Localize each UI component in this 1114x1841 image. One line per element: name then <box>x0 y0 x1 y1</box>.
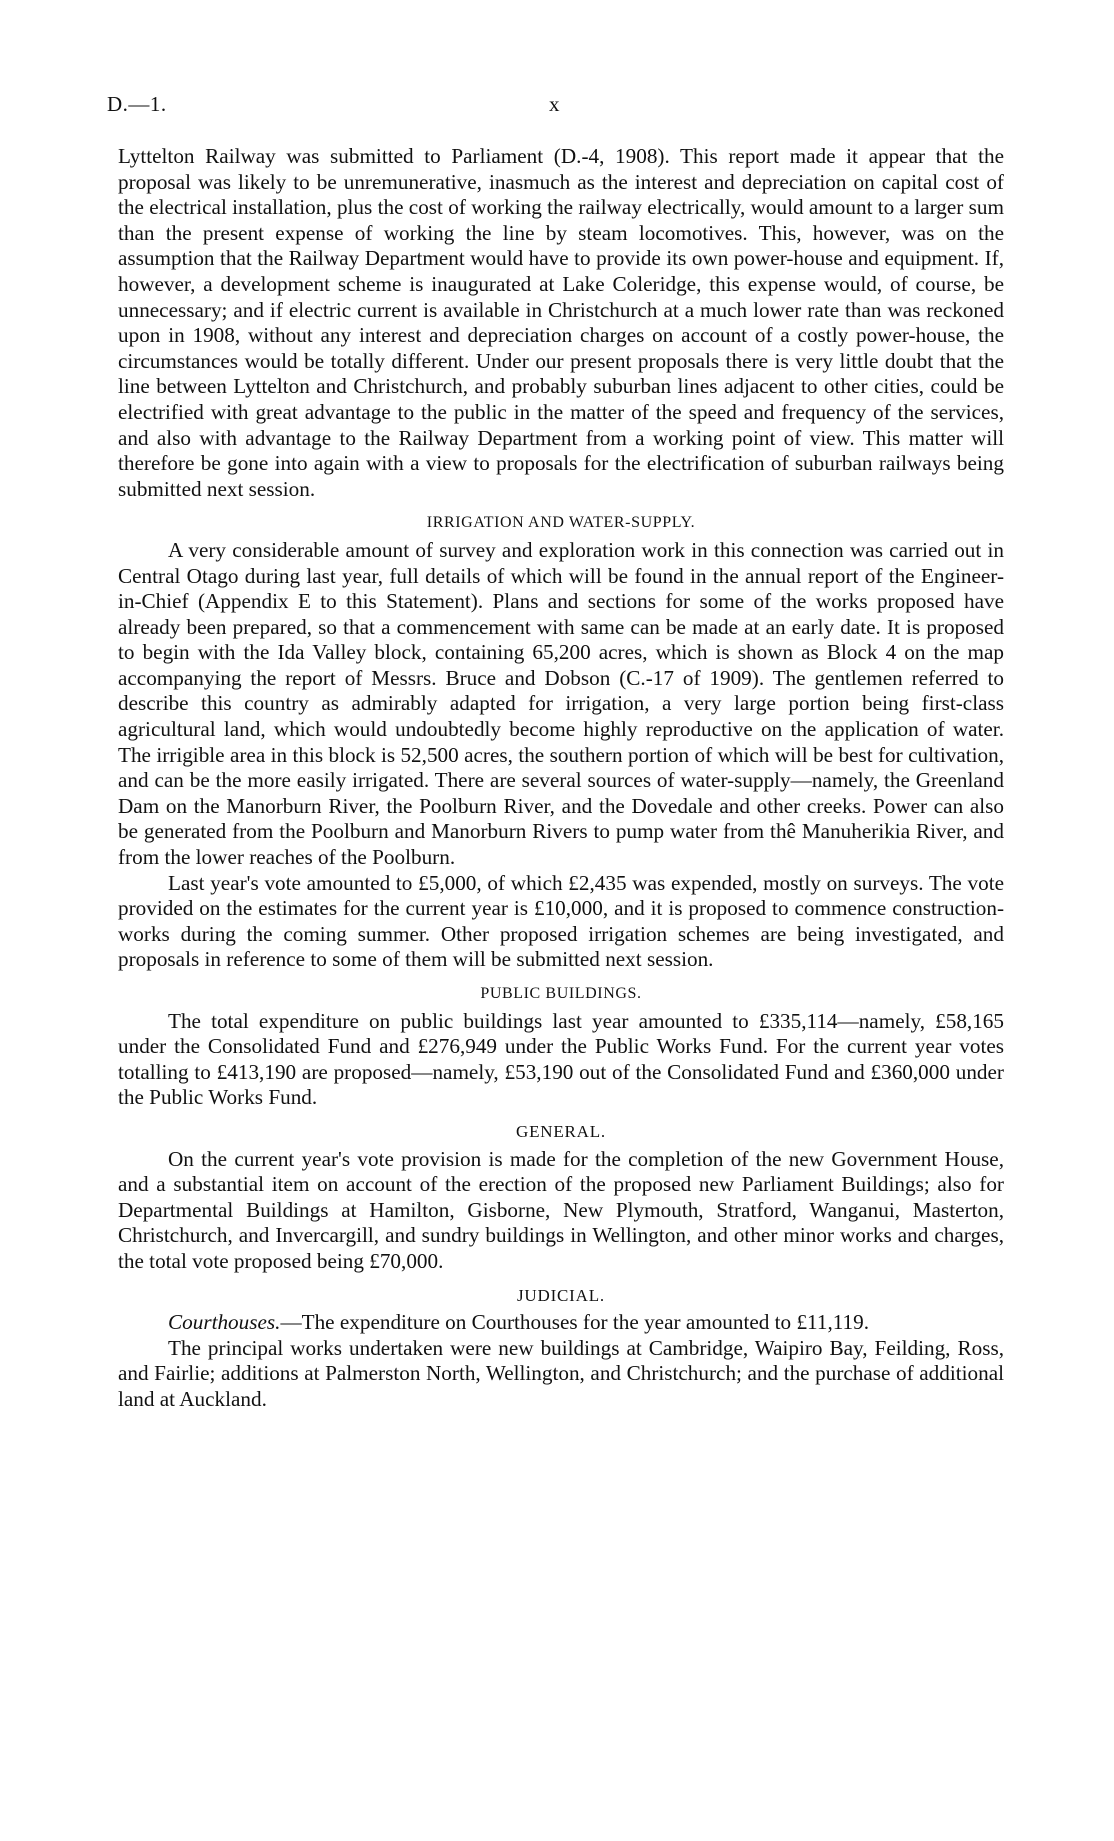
page-number: x <box>549 92 560 116</box>
report-code: D.—1. <box>107 92 167 116</box>
heading-irrigation: IRRIGATION AND WATER-SUPPLY. <box>426 514 696 532</box>
document-body <box>118 144 1004 1413</box>
paragraph-lyttelton-railway: Lyttelton Railway was submitted to Parliament (D.-4, 1908). This report made it appear that the proposal was likely to be unremunerative, inasmuch as the interest and depreciation on capital cost of the electrical installation, plus the cost of working the railway electrically, would amount to a larger sum than the present expense of working the line by steam locomotives. This, however, was on the assumption that the Railway Department would have to provide its own power-house and equipment. If, however, a development scheme is inaugurated at Lake Coleridge, this expense would, of course, be unnecessary; and if electric current is available in Christchurch at a much lower rate than was reckoned upon in 1908, without any interest and depreciation charges on account of a costly power-house, the circumstances would be totally different. Under our present proposals there is very little doubt that the line between Lyttelton and Christchurch, and probably suburban lines adjacent to other cities, could be electrified with great advantage to the public in the matter of the speed and frequency of the services, and also with advantage to the Railway Department from a working point of view. This matter will therefore be gone into again with a view to proposals for the electrification of suburban railways being submitted next session. <box>118 144 1004 501</box>
heading-public-buildings: PUBLIC BUILDINGS. <box>480 985 642 1002</box>
heading-judicial: JUDICIAL. <box>517 1285 605 1305</box>
paragraph-general: On the current year's vote provision is made for the completion of the new Government House, and a substantial item on account of the erection of the proposed new Parliament Buildings; also for Departmental Buildings at Hamilton, Gisborne, New Plymouth, Stratford, Wanganui, Masterton, Christchurch, and Invercargill, and sundry buildings in Wellington, and other minor works and charges, the total vote proposed being £70,000. <box>118 1146 1004 1273</box>
paragraph-irrigation: A very considerable amount of survey and exploration work in this connection was carried out in Central Otago during last year, full details of which will be found in the annual report of the Engineer-in-Chief (Appendix E to this Statement). Plans and sections for some of the works proposed have already been prepared, so that a commencement with same can be made at an early date. It is proposed to begin with the Ida Valley block, containing 65,200 acres, which is shown as Block 4 on the map accompanying the report of Messrs. Bruce and Dobson (C.-17 of 1909). The gentlemen referred to describe this country as admirably adapted for irrigation, a very large portion being first-class agricultural land, which would undoubtedly become highly reproductive on the application of water. The irrigible area in this block is 52,500 acres, the southern portion of which will be best for cultivation, and can be the more easily irrigated. There are several sources of water-supply—namely, the Greenland Dam on the Manorburn River, the Poolburn River, and the Dovedale and other creeks. Power can also be generated from the Poolburn and Manorburn Rivers to pump water from thê Manuherikia River, and from the lower reaches of the Poolburn. <box>118 537 1004 870</box>
courthouses-label: Courthouses. <box>168 1310 281 1335</box>
heading-general: GENERAL. <box>516 1121 606 1141</box>
courthouses-text: —The expenditure on Courthouses for the year amounted to £11,119. <box>280 1310 870 1335</box>
paragraph-irrigation-vote: Last year's vote amounted to £5,000, of which £2,435 was expended, mostly on surveys. The vote provided on the estimates for the current year is £10,000, and it is proposed to commence construction-works during the coming summer. Other proposed irrigation schemes are being investigated, and proposals in reference to some of them will be submitted next session. <box>118 870 1004 972</box>
paragraph-public-buildings: The total expenditure on public buildings last year amounted to £335,114—namely, £58,165 under the Consolidated Fund and £276,949 under the Public Works Fund. For the current year votes totalling to £413,190 are proposed—namely, £53,190 out of the Consolidated Fund and £360,000 under the Public Works Fund. <box>118 1008 1004 1110</box>
paragraph-courthouses <box>118 1310 1004 1336</box>
paragraph-principal-works: The principal works undertaken were new buildings at Cambridge, Waipiro Bay, Feilding, Ross, and Fairlie; additions at Palmerston North, Wellington, and Christchurch; and the purchase of additional land at Auckland. <box>118 1335 1004 1411</box>
